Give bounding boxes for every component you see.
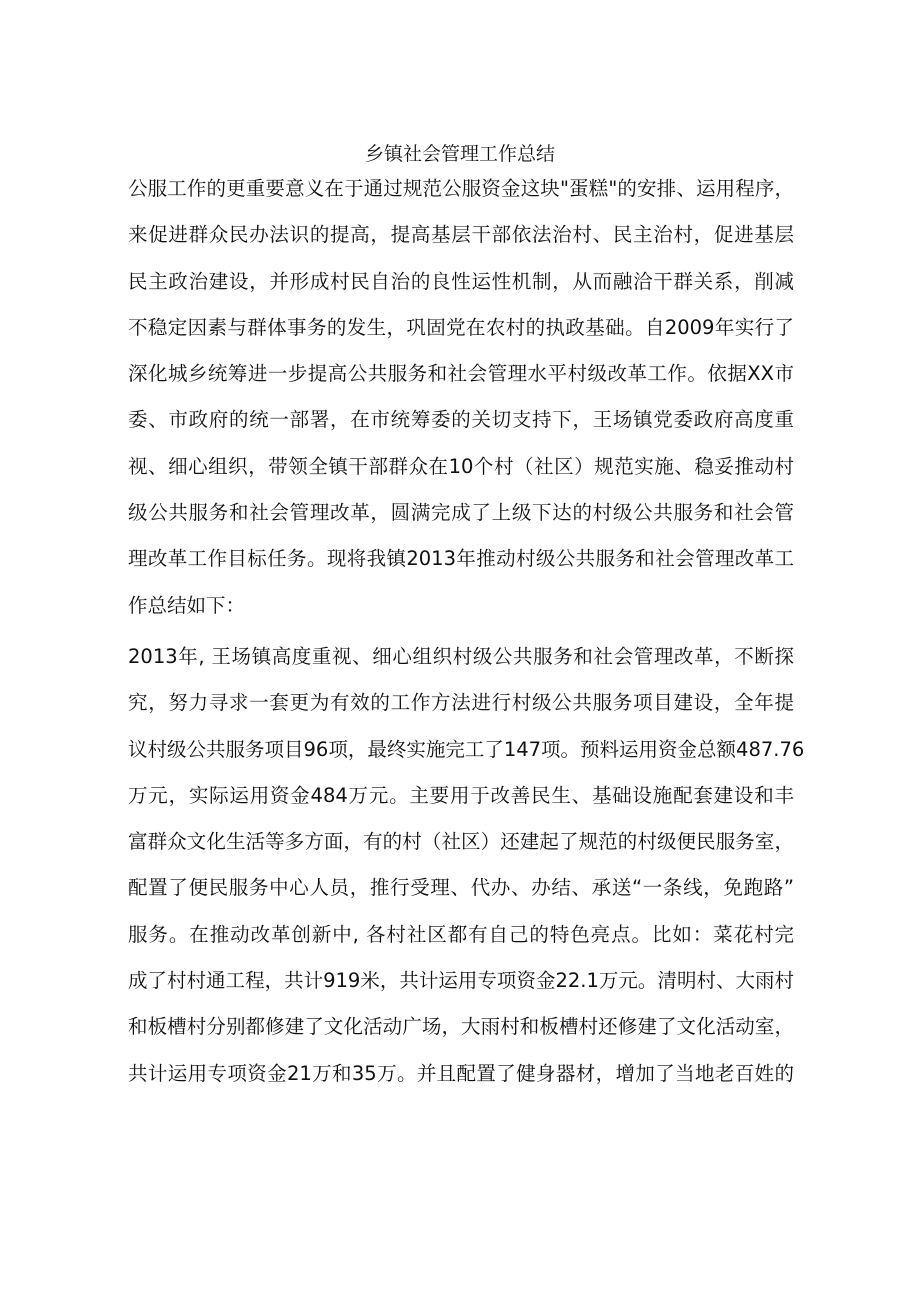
paragraph-2 xyxy=(128,638,805,1101)
text-line: 视、细心组织，带领全镇干部群众在10个村（社区）规范实施、稳妥推动村 xyxy=(128,454,794,478)
text-line: 万元，实际运用资金484万元。主要用于改善民生、基础设施配套建设和丰 xyxy=(128,783,794,807)
text-line: 服务。在推动改革创新中, 各村社区都有自己的特色亮点。比如：菜花村完 xyxy=(128,922,794,946)
text-line: 理改革工作目标任务。现将我镇2013年推动村级公共服务和社会管理改革工 xyxy=(128,547,794,571)
document-body xyxy=(128,170,805,1101)
text-line: 议村级公共服务项目96项，最终实施完工了147项。预料运用资金总额487.76 xyxy=(128,737,805,761)
text-line: 成了村村通工程，共计919米，共计运用专项资金22.1万元。清明村、大雨村 xyxy=(128,969,794,993)
text-line: 配置了便民服务中心人员，推行受理、代办、办结、承送“一条线，免跑路” xyxy=(128,876,794,900)
text-line: 深化城乡统筹进一步提高公共服务和社会管理水平村级改革工作。依据XX市 xyxy=(128,362,794,386)
text-line: 公服工作的更重要意义在于通过规范公服资金这块"蛋糕"的安排、运用程序， xyxy=(128,177,794,200)
text-line: 共计运用专项资金21万和35万。并且配置了健身器材，增加了当地老百姓的 xyxy=(128,1061,794,1085)
text-line: 委、市政府的统一部署，在市统筹委的关切支持下，王场镇党委政府高度重 xyxy=(128,408,794,432)
text-line: 来促进群众民办法识的提高，提高基层干部依法治村、民主治村，促进基层 xyxy=(128,223,794,247)
text-line: 作总结如下： xyxy=(128,593,246,617)
text-line: 和板槽村分别都修建了文化活动广场，大雨村和板槽村还修建了文化活动室， xyxy=(128,1015,794,1039)
text-line: 级公共服务和社会管理改革，圆满完成了上级下达的村级公共服务和社会管 xyxy=(128,501,794,525)
document-title: 乡镇社会管理工作总结 xyxy=(364,143,555,165)
text-line: 民主政治建设，并形成村民自治的良性运性机制，从而融洽干群关系，削减 xyxy=(128,269,794,293)
text-line: 不稳定因素与群体事务的发生，巩固党在农村的执政基础。自2009年实行了 xyxy=(128,315,794,339)
paragraph-1 xyxy=(128,170,794,633)
text-line: 2013年, 王场镇高度重视、细心组织村级公共服务和社会管理改革，不断探 xyxy=(128,644,794,668)
text-line: 富群众文化生活等多方面，有的村（社区）还建起了规范的村级便民服务室， xyxy=(128,830,794,854)
text-line: 究，努力寻求一套更为有效的工作方法进行村级公共服务项目建设，全年提 xyxy=(128,691,794,715)
